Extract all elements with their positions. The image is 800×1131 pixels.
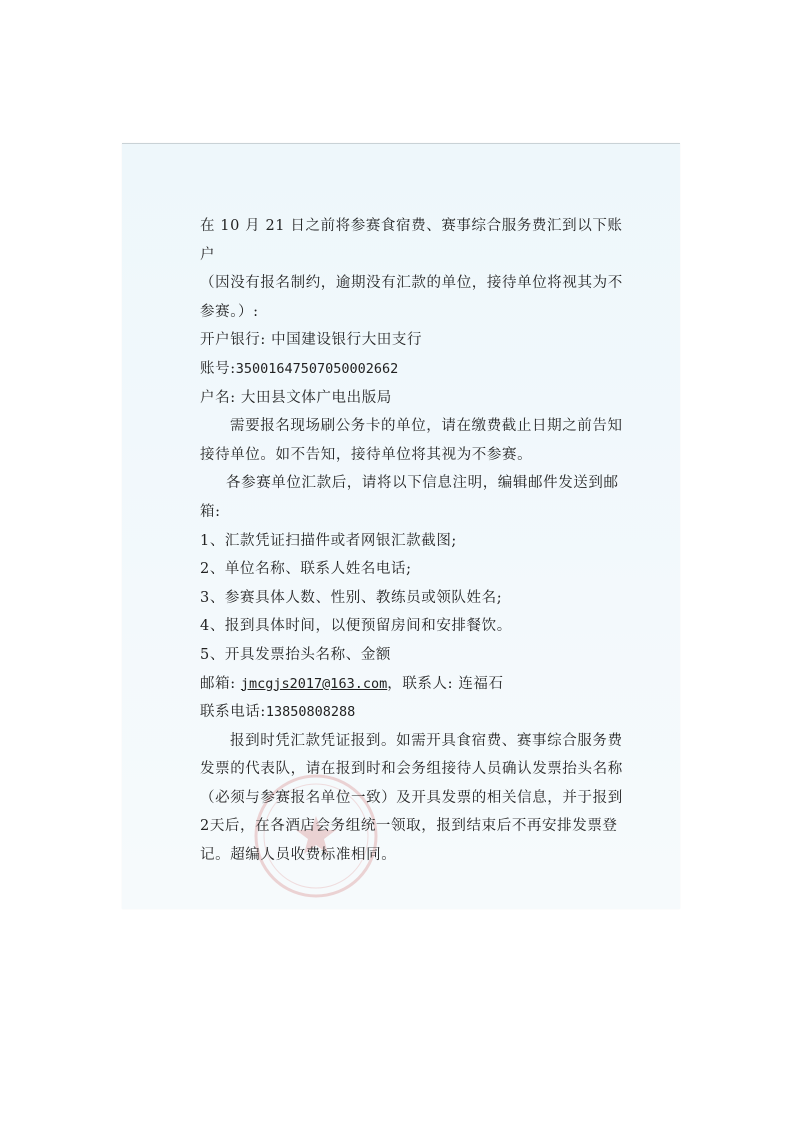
contact-label: ，联系人: bbox=[387, 675, 454, 692]
phone-row bbox=[200, 698, 630, 727]
holder-row bbox=[200, 384, 630, 413]
account-row bbox=[200, 355, 630, 384]
contact-name: 连福石 bbox=[458, 675, 504, 692]
list-item-3: 3、参赛具体人数、性别、教练员或领队姓名; bbox=[200, 589, 503, 606]
bank-label: 开户银行: bbox=[200, 332, 266, 349]
payment-deadline-line-3: 参赛。）: bbox=[200, 303, 259, 320]
card-payment-paragraph: 需要报名现场刷公务卡的单位，请在缴费截止日期之前告知接待单位。如不告知，接待单位将其视为不参赛。 bbox=[200, 418, 623, 463]
phone-number: 13850808288 bbox=[265, 704, 356, 721]
email-address-link[interactable]: jmcgjs2017@163.com bbox=[240, 675, 388, 692]
email-row bbox=[200, 670, 630, 699]
list-item-2: 2、单位名称、联系人姓名电话; bbox=[200, 561, 412, 578]
payment-deadline-line-2: （因没有报名制约，逾期没有汇款的单位，接待单位将视其为不 bbox=[200, 275, 623, 292]
holder-label: 户名: bbox=[200, 389, 236, 406]
email-instruction-paragraph: 各参赛单位汇款后，请将以下信息注明，编辑邮件发送到邮箱: bbox=[200, 475, 619, 520]
holder-value: 大田县文体广电出版局 bbox=[240, 389, 392, 406]
bank-row bbox=[200, 326, 630, 355]
invoice-paragraph: 报到时凭汇款凭证报到。如需开具食宿费、赛事综合服务费发票的代表队，请在报到时和会务组接待人员确认发票抬头名称（必须与参赛报名单位一致）及开具发票的相关信息，并于报到2天后，在各酒店会务组统一领取，报到结束后不再安排发票登记。超编人员收费标准相同。 bbox=[200, 732, 623, 864]
list-item-1: 1、汇款凭证扫描件或者网银汇款截图; bbox=[200, 532, 457, 549]
document-body bbox=[200, 212, 630, 870]
phone-label: 联系电话: bbox=[200, 704, 266, 721]
list-item-4: 4、报到具体时间，以便预留房间和安排餐饮。 bbox=[200, 618, 512, 635]
account-number: 35001647507050002662 bbox=[235, 360, 399, 377]
account-label: 账号: bbox=[200, 360, 236, 377]
list-item-5: 5、开具发票抬头名称、金额 bbox=[200, 646, 392, 663]
payment-deadline-line-1: 在 10 月 21 日之前将参赛食宿费、赛事综合服务费汇到以下账户 bbox=[200, 218, 623, 263]
bank-value: 中国建设银行大田支行 bbox=[271, 332, 423, 349]
email-label: 邮箱: bbox=[200, 675, 236, 692]
